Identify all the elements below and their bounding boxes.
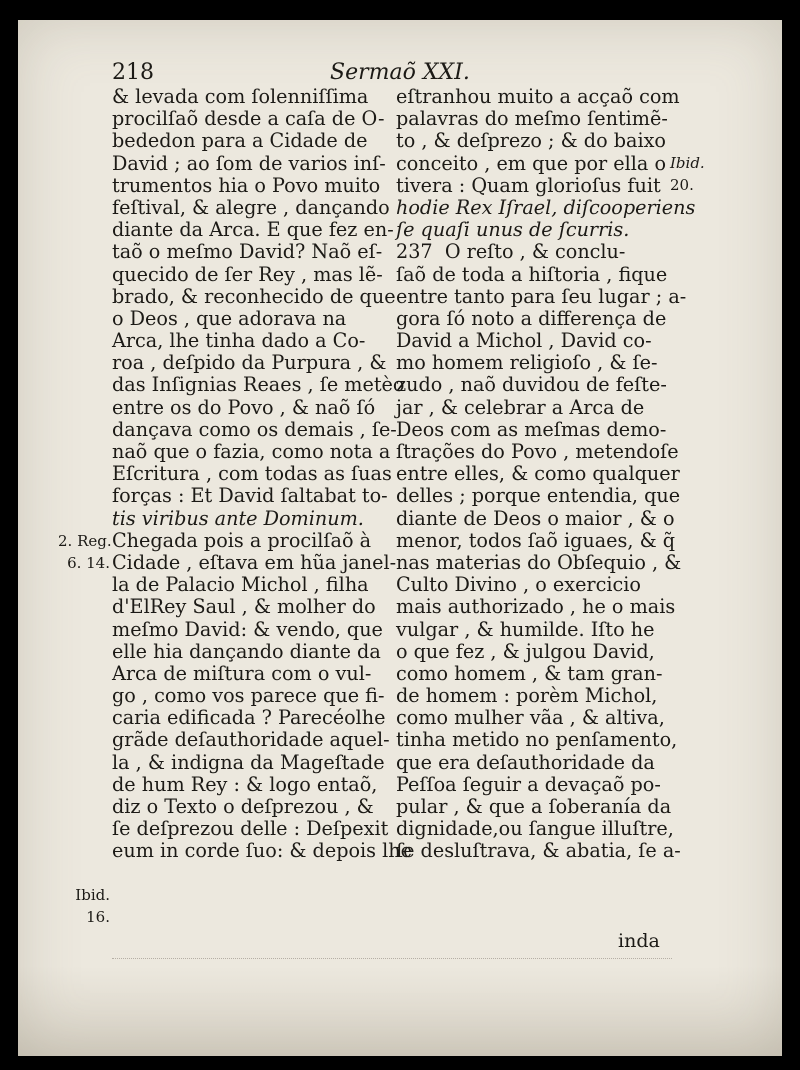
text-line: Peſſoa ſeguir a devaçaõ po- [396, 772, 661, 796]
text-line: Cidade , eſtava em hũa janel- [112, 550, 397, 574]
text-line: forças : Et David ſaltabat to- [112, 484, 388, 508]
text-line: caria edificada ? Parecéolhe [112, 706, 386, 730]
text-line: entre elles, & como qualquer [396, 462, 680, 486]
margin-citation: Ibid. [670, 154, 705, 172]
text-line: zudo , naõ duvidou de feſte- [396, 373, 667, 397]
text-line: diante de Deos o maior , & o [396, 506, 675, 530]
text-line: Eſcritura , com todas as ſuas [112, 462, 392, 486]
text-line: palavras do meſmo ſentimẽ- [396, 107, 668, 131]
text-line: mo homem religioſo , & ſe- [396, 351, 658, 375]
text-line: delles ; porque entendia, que [396, 484, 681, 508]
text-line: tinha metido no penſamento, [396, 728, 678, 752]
text-line: tis viribus ante Dominum. [112, 506, 364, 530]
margin-citation: Ibid. [75, 886, 110, 904]
catchword: inda [618, 930, 660, 952]
text-line: Culto Divino , o exercicio [396, 573, 641, 597]
text-line: mais authorizado , he o mais [396, 595, 676, 619]
text-line: grãde deſauthoridade aquel- [112, 728, 390, 752]
text-line: de hum Rey : & logo entaõ, [112, 772, 378, 796]
text-line: la de Palacio Michol , filha [112, 573, 369, 597]
page-number: 218 [112, 60, 154, 85]
text-line: feſtival, & alegre , dançando [112, 195, 390, 219]
text-line: brado, & reconhecido de que [112, 284, 396, 308]
text-line: bededon para a Cidade de [112, 129, 368, 153]
text-line: dignidade,ou ſangue illuſtre, [396, 817, 674, 841]
text-line: o que fez , & julgou David, [396, 639, 655, 663]
text-line: David ; ao ſom de varios inſ- [112, 151, 386, 175]
margin-note-top [58, 530, 110, 574]
text-line: menor, todos ſaõ iguaes, & q̃ [396, 528, 676, 552]
text-line: meſmo David: & vendo, que [112, 617, 383, 641]
text-line: gora ſó noto a differença de [396, 306, 667, 330]
text-line: & levada com ſolenniſſima [112, 85, 369, 108]
text-line: Arca, lhe tinha dado a Co- [112, 329, 366, 353]
text-line: quecido de ſer Rey , mas lẽ- [112, 262, 383, 286]
margin-citation: 20. [670, 176, 694, 195]
text-line: naõ que o fazia, como nota a [112, 440, 391, 463]
text-line: de homem : porèm Michol, [396, 684, 658, 708]
text-line: Arca de miſtura com o vul- [112, 661, 372, 685]
text-line: 237 O reſto , & conclu- [396, 240, 626, 264]
text-line: o Deos , que adorava na [112, 306, 347, 330]
text-line: conceito , em que por ella o [396, 151, 667, 175]
text-line: la , & indigna da Mageſtade [112, 750, 385, 774]
text-line: David a Michol , David co- [396, 329, 652, 353]
text-line: ſe quaſi unus de ſcurris. [396, 218, 630, 242]
text-line: dançava como os demais , ſe- [112, 417, 397, 441]
text-line: ſaõ de toda a hiſtoria , fique [396, 262, 668, 286]
margin-citation: 6. 14. [67, 554, 110, 573]
margin-note-bottom [58, 884, 110, 928]
text-line: roa , deſpido da Purpura , & [112, 351, 387, 375]
text-line: jar , & celebrar a Arca de [396, 395, 645, 419]
text-line: nas materias do Obſequio , & [396, 550, 682, 574]
text-line: como mulher vãa , & altiva, [396, 706, 665, 730]
text-line: elle hia dançando diante da [112, 639, 381, 663]
text-line: vulgar , & humilde. Iſto he [396, 617, 655, 641]
text-line: diz o Texto o deſprezou , & [112, 795, 374, 818]
text-line: diante da Arca. E que fez en- [112, 218, 394, 242]
text-line: entre os do Povo , & naõ ſó [112, 395, 376, 419]
text-line: taõ o meſmo David? Naõ eſ- [112, 240, 383, 264]
text-line: ſe deſprezou delle : Deſpexit [112, 817, 389, 841]
text-line: ſtrações do Povo , metendoſe [396, 440, 679, 463]
margin-note-right [670, 152, 730, 196]
text-line: ſe desluſtrava, & abatia, ſe a- [396, 839, 681, 863]
left-text-column [112, 85, 412, 863]
text-line: das Inſignias Reaes , ſe metèo [112, 373, 405, 397]
text-line: que era deſauthoridade da [396, 750, 655, 774]
text-line: entre tanto para ſeu lugar ; a- [396, 284, 687, 308]
text-line: pular , & que a ſoberanía da [396, 795, 672, 818]
text-line: hodie Rex Iſrael, diſcooperiens [396, 195, 696, 219]
text-line: tivera : Quam glorioſus fuit [396, 173, 661, 197]
text-line: como homem , & tam gran- [396, 661, 663, 685]
text-line: eum in corde ſuo: & depois lhe [112, 839, 412, 863]
margin-citation: 2. Reg. [58, 532, 112, 550]
document-page [18, 20, 782, 1056]
text-line: d'ElRey Saul , & molher do [112, 595, 376, 619]
text-line: Chegada pois a procilſaõ à [112, 528, 372, 552]
running-title: Sermaõ XXI. [330, 60, 470, 85]
text-line: eſtranhou muito a acçaõ com [396, 85, 680, 108]
text-line: trumentos hia o Povo muito [112, 173, 381, 197]
bottom-dotted-rule [112, 958, 672, 960]
text-line: to , & deſprezo ; & do baixo [396, 129, 666, 153]
margin-citation: 16. [86, 908, 110, 927]
text-line: procilſaõ desde a caſa de O- [112, 107, 385, 131]
text-line: go , como vos parece que fi- [112, 684, 385, 708]
text-line: Deos com as meſmas demo- [396, 417, 667, 441]
